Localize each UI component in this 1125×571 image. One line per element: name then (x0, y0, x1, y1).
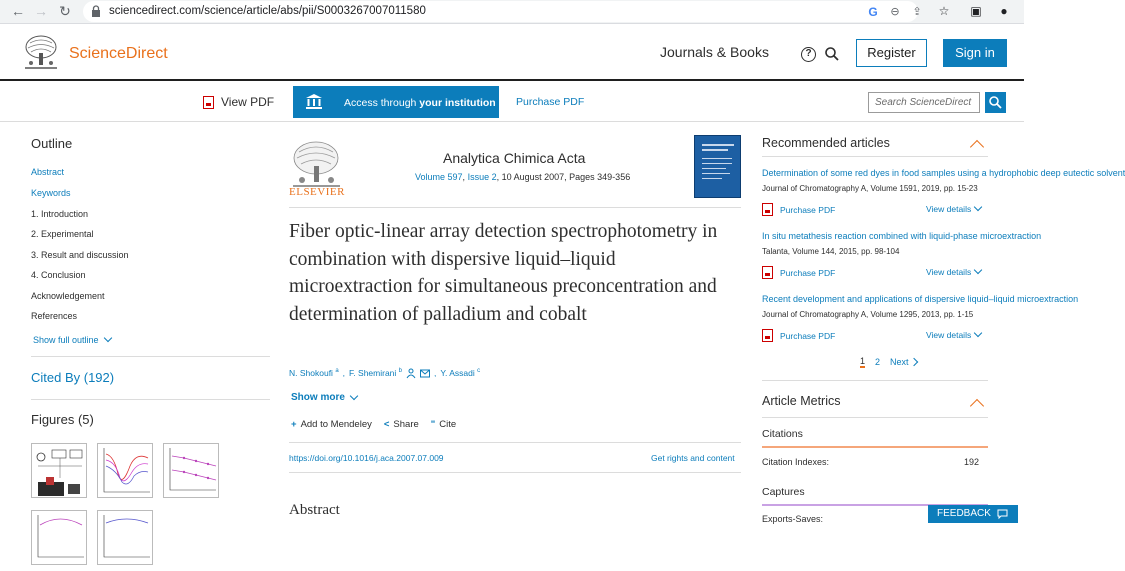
citations-rule (762, 446, 988, 448)
divider (762, 156, 988, 157)
citation-indexes-value: 192 (963, 457, 979, 467)
rights-link[interactable]: Get rights and content (651, 453, 735, 463)
zoom-icon[interactable]: ⊖ (890, 6, 900, 18)
chevron-down-icon (974, 266, 982, 274)
divider (31, 399, 270, 400)
purchase-pdf-link[interactable]: Purchase PDF (516, 96, 585, 108)
quote-icon: " (430, 419, 436, 430)
journals-books-link[interactable]: Journals & Books (660, 44, 769, 60)
chevron-up-icon[interactable] (970, 140, 984, 154)
plus-icon: + (291, 419, 297, 430)
article-actions (291, 419, 456, 430)
outline-item-introduction[interactable]: 1. Introduction (31, 209, 89, 219)
access-institution-button[interactable] (293, 86, 499, 118)
volume-line: Volume 597, Issue 2, 10 August 2007, Pages 349-356 (415, 172, 631, 182)
captures-heading: Captures (762, 486, 805, 498)
pdf-icon (762, 266, 773, 279)
chevron-down-icon (974, 329, 982, 337)
exports-saves-label: Exports-Saves: (762, 514, 824, 524)
google-icon[interactable]: G (868, 5, 878, 19)
article-metrics-heading: Article Metrics (762, 394, 841, 408)
outline-item-abstract[interactable]: Abstract (31, 167, 65, 177)
chevron-up-icon[interactable] (970, 399, 984, 413)
share-button[interactable]: < Share (383, 419, 419, 430)
recommended-heading: Recommended articles (762, 136, 890, 150)
figure-5-image (98, 511, 154, 566)
person-icon (406, 368, 416, 378)
author-link[interactable]: N. Shokoufi $^a$ (289, 368, 339, 378)
recommended-pdf-2[interactable]: Purchase PDF (762, 266, 835, 279)
pdf-icon (762, 329, 773, 342)
figures-heading: Figures (5) (31, 412, 94, 427)
help-icon[interactable]: ? (801, 47, 816, 62)
search-submit-button[interactable] (985, 92, 1006, 113)
show-more-label: Show more (291, 392, 345, 403)
citations-heading: Citations (762, 428, 803, 440)
article-toolbar (0, 83, 1024, 122)
divider (762, 380, 988, 381)
outline-item-results[interactable]: 3. Result and discussion (31, 250, 129, 260)
figure-4-image (32, 511, 88, 566)
reload-icon[interactable]: ↻ (59, 3, 71, 19)
envelope-icon[interactable] (420, 369, 430, 378)
search-icon[interactable] (824, 46, 840, 62)
figure-thumbnail-4[interactable] (31, 510, 87, 565)
figure-1-image (32, 444, 88, 499)
author-link[interactable]: Y. Assadi $^c$ (440, 368, 481, 378)
bookmark-star-icon[interactable]: ☆ (938, 4, 950, 18)
share-page-icon[interactable]: ⇪ (912, 6, 922, 18)
figure-3-image (164, 444, 220, 499)
view-details-2[interactable]: View details (926, 267, 981, 277)
view-pdf-button[interactable] (203, 95, 274, 109)
recommended-pdf-1[interactable]: Purchase PDF (762, 203, 835, 216)
outline-item-references[interactable]: References (31, 311, 78, 321)
recommended-title-2[interactable]: In situ metathesis reaction combined with liquid-phase microextraction (762, 231, 1042, 241)
back-arrow-icon[interactable]: ← (11, 3, 25, 19)
outline-item-keywords[interactable]: Keywords (31, 188, 71, 198)
add-to-mendeley-button[interactable]: + Add to Mendeley (291, 419, 372, 430)
feedback-label: FEEDBACK (937, 508, 991, 519)
register-button[interactable]: Register (856, 39, 927, 67)
recommended-source-2: Talanta, Volume 144, 2015, pp. 98-104 (762, 247, 900, 256)
outline-item-conclusion[interactable]: 4. Conclusion (31, 270, 86, 280)
view-pdf-label: View PDF (221, 95, 275, 109)
recommended-title-1[interactable]: Determination of some red dyes in food samples using a hydrophobic deep eutectic solvent (762, 168, 1125, 178)
recommended-pdf-3[interactable]: Purchase PDF (762, 329, 835, 342)
chevron-down-icon (974, 203, 982, 211)
sidebar-toggle-icon[interactable]: ▣ (970, 4, 982, 18)
abstract-heading: Abstract (289, 502, 340, 518)
citation-indexes-row (762, 457, 979, 467)
outline-heading: Outline (31, 136, 73, 151)
author-list: N. Shokoufi $^a$ , F. Shemirani $^b$ , Y. Assadi $^c$ (289, 368, 481, 378)
figure-thumbnail-2[interactable] (97, 443, 153, 498)
share-icon: < (383, 419, 390, 430)
elsevier-tree-logo[interactable] (22, 35, 60, 71)
figure-2-image (98, 444, 154, 499)
outline-item-acknowledgement[interactable]: Acknowledgement (31, 291, 105, 301)
outline-item-experimental[interactable]: 2. Experimental (31, 229, 94, 239)
profile-icon[interactable]: ● (1000, 4, 1008, 18)
site-header (0, 25, 1024, 81)
pdf-icon (762, 203, 773, 216)
show-full-outline-button[interactable] (33, 335, 111, 345)
sign-in-button[interactable]: Sign in (943, 39, 1007, 67)
citation-indexes-label: Citation Indexes: (762, 457, 830, 467)
figure-thumbnail-3[interactable] (163, 443, 219, 498)
cite-button[interactable]: " Cite (430, 419, 457, 430)
pdf-icon (203, 96, 214, 109)
recommended-title-3[interactable]: Recent development and applications of dispersive liquid–liquid microextraction (762, 294, 1079, 304)
page-1[interactable]: 1 (860, 356, 866, 366)
divider (762, 417, 988, 418)
chevron-down-icon (103, 334, 111, 342)
doi-link[interactable]: https://doi.org/10.1016/j.aca.2007.07.009 (289, 453, 444, 463)
feedback-button[interactable] (928, 505, 1018, 523)
page-2[interactable]: 2 (875, 357, 881, 367)
divider (289, 207, 741, 208)
figure-thumbnail-5[interactable] (97, 510, 153, 565)
volume-link[interactable]: Volume 597 (415, 172, 463, 182)
address-bar[interactable] (83, 1, 922, 22)
chevron-right-icon (910, 358, 918, 366)
view-details-1[interactable]: View details (926, 204, 981, 214)
divider (289, 442, 741, 443)
show-more-button[interactable] (291, 392, 357, 403)
institution-icon (305, 93, 323, 110)
next-page-button[interactable]: Next (890, 357, 917, 367)
chevron-down-icon (350, 391, 358, 399)
elsevier-wordmark: ELSEVIER (289, 186, 345, 198)
divider (31, 356, 270, 357)
lock-icon (91, 5, 101, 17)
access-bold: your institution (419, 97, 496, 109)
journal-title-link[interactable]: Analytica Chimica Acta (443, 150, 586, 166)
divider (289, 472, 741, 473)
recommended-source-1: Journal of Chromatography A, Volume 1591, 2019, pp. 15-23 (762, 184, 978, 193)
url-text: sciencedirect.com/science/article/abs/pii/S0003267007011580 (109, 5, 426, 17)
journal-cover-image[interactable] (694, 135, 741, 198)
issue-link[interactable]: Issue 2 (467, 172, 497, 182)
show-full-outline-label: Show full outline (33, 335, 99, 345)
access-prefix: Access through (344, 97, 420, 109)
forward-arrow-icon[interactable]: → (34, 3, 48, 19)
browser-toolbar (0, 0, 1024, 24)
cited-by-link[interactable]: Cited By (192) (31, 370, 115, 385)
figure-thumbnail-1[interactable] (31, 443, 87, 498)
sciencedirect-brand[interactable]: ScienceDirect (69, 45, 168, 62)
article-title: Fiber optic-linear array detection spectrophotometry in combination with dispersive liquid–liquid microextraction for simultaneous preconcentration and determination of palladium and cobalt (289, 221, 718, 325)
recommended-source-3: Journal of Chromatography A, Volume 1295, 2013, pp. 1-15 (762, 310, 974, 319)
author-link[interactable]: F. Shemirani $^b$ (349, 368, 403, 378)
search-input[interactable]: Search ScienceDirect (868, 92, 980, 113)
recommended-pagination (860, 356, 917, 368)
date-pages: , 10 August 2007, Pages 349-356 (496, 172, 631, 182)
speech-bubble-icon (997, 509, 1008, 519)
view-details-3[interactable]: View details (926, 330, 981, 340)
